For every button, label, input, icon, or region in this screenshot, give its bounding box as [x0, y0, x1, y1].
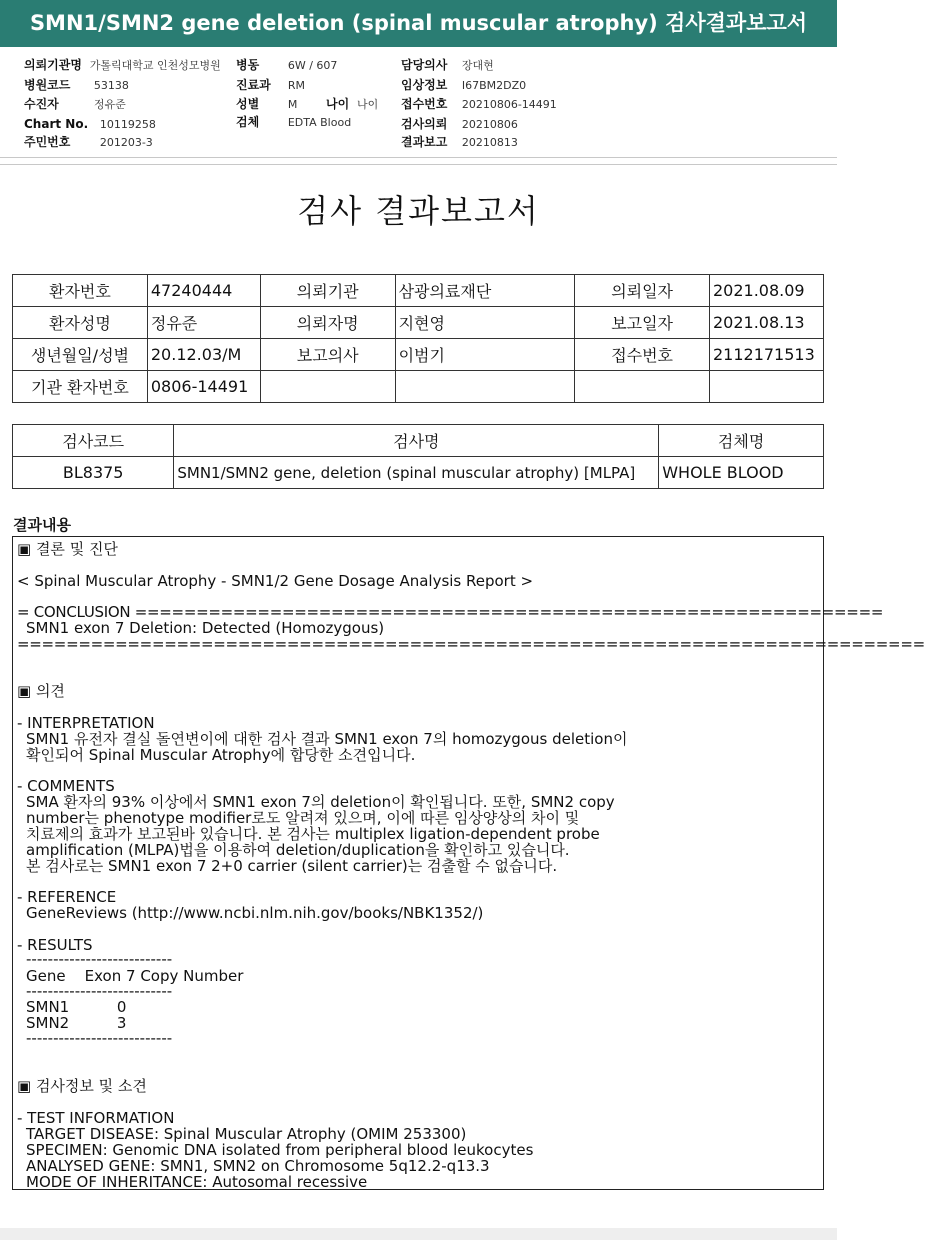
page-title: 검사 결과보고서: [297, 192, 540, 230]
table-header-cell: 검사명: [174, 425, 659, 457]
header-field-patient: 수진자 정유준: [24, 97, 126, 111]
table-cell: 2112171513: [709, 339, 823, 371]
table-cell: 생년월일/성별: [13, 339, 148, 371]
subsection-heading: - COMMENTS: [17, 777, 115, 795]
table-cell: SMN1/SMN2 gene, deletion (spinal muscular atrophy) [MLPA]: [174, 457, 659, 489]
table-cell: 20.12.03/M: [147, 339, 260, 371]
header-field-chart-no: Chart No. 10119258: [24, 117, 156, 131]
table-cell: 접수번호: [575, 339, 710, 371]
table-cell: 의뢰자명: [260, 307, 395, 339]
interpretation-line: SMN1 유전자 결실 돌연변이에 대한 검사 결과 SMN1 exon 7의 homozygous deletion이: [26, 730, 628, 748]
table-cell: [575, 371, 710, 403]
table-cell: 47240444: [147, 275, 260, 307]
header-field-hospital-code: 병원코드 53138: [24, 78, 129, 92]
table-cell: 지현영: [395, 307, 575, 339]
header-divider: [0, 157, 837, 158]
table-header-cell: 검사코드: [13, 425, 174, 457]
conclusion-divider: ==========================================================================: [17, 635, 925, 653]
header-field-ward: 병동 6W / 607: [236, 58, 338, 72]
subsection-heading: - INTERPRETATION: [17, 714, 155, 732]
header-field-clinical-info: 임상정보 I67BM2DZ0: [401, 78, 527, 92]
table-header-cell: 검체명: [659, 425, 824, 457]
patient-header: [0, 49, 837, 167]
test-info-line: MODE OF INHERITANCE: Autosomal recessive: [26, 1173, 368, 1191]
table-row: [13, 425, 824, 457]
result-content-box: [12, 536, 925, 1191]
header-field-institution: 의뢰기관명 가톨릭대학교 인천성모병원: [24, 58, 221, 72]
header-field-receipt-no: 접수번호 20210806-14491: [401, 97, 557, 111]
table-row: [13, 371, 824, 403]
header-divider: [0, 164, 837, 165]
table-cell: 0806-14491: [147, 371, 260, 403]
reference-line: GeneReviews (http://www.ncbi.nlm.nih.gov/books/NBK1352/): [26, 904, 484, 922]
table-cell: 의뢰기관: [260, 275, 395, 307]
results-divider: ---------------------------: [26, 1029, 173, 1047]
table-row: [13, 275, 824, 307]
conclusion-text: SMN1 exon 7 Deletion: Detected (Homozygous): [26, 619, 385, 637]
table-cell: 이범기: [395, 339, 575, 371]
page-bottom-strip: [0, 1228, 837, 1240]
comments-line: 본 검사로는 SMN1 exon 7 2+0 carrier (silent carrier)는 검출할 수 없습니다.: [26, 857, 558, 875]
section-heading: ▣ 검사정보 및 소견: [17, 1077, 147, 1095]
test-info-line: TARGET DISEASE: Spinal Muscular Atrophy (OMIM 253300): [26, 1125, 467, 1143]
subsection-heading: - REFERENCE: [17, 888, 117, 906]
table-cell: [260, 371, 395, 403]
header-field-doctor: 담당의사 장대현: [401, 58, 494, 72]
section-heading: ▣ 의견: [17, 682, 65, 700]
comments-line: SMA 환자의 93% 이상에서 SMN1 exon 7의 deletion이 확인됩니다. 또한, SMN2 copy: [26, 793, 615, 811]
table-cell: 환자번호: [13, 275, 148, 307]
header-field-age: 나이 나이: [326, 97, 379, 111]
table-cell: 환자성명: [13, 307, 148, 339]
interpretation-line: 확인되어 Spinal Muscular Atrophy에 합당한 소견입니다.: [26, 746, 416, 764]
report-title-bar: SMN1/SMN2 gene deletion (spinal muscular atrophy) 검사결과보고서: [0, 0, 837, 47]
results-divider: ---------------------------: [26, 982, 173, 1000]
results-header: Gene Exon 7 Copy Number: [26, 967, 244, 985]
report-heading: < Spinal Muscular Atrophy - SMN1/2 Gene Dosage Analysis Report >: [17, 572, 534, 590]
comments-line: number는 phenotype modifier로도 알려져 있으며, 이에 따른 임상양상의 차이 및: [26, 809, 580, 827]
section-heading: ▣ 결론 및 진단: [17, 540, 118, 558]
header-field-request-date: 검사의뢰 20210806: [401, 117, 518, 131]
subsection-heading: - RESULTS: [17, 936, 93, 954]
table-cell: 삼광의료재단: [395, 275, 575, 307]
results-row: SMN2 3: [26, 1014, 127, 1032]
conclusion-divider: = CONCLUSION =============================================================: [17, 603, 884, 621]
table-cell: 의뢰일자: [575, 275, 710, 307]
table-cell: [395, 371, 575, 403]
patient-info-table: [12, 274, 824, 403]
table-cell: 보고일자: [575, 307, 710, 339]
test-info-line: SPECIMEN: Genomic DNA isolated from peripheral blood leukocytes: [26, 1141, 534, 1159]
header-field-resident-no: 주민번호 201203-3: [24, 135, 153, 149]
table-cell: 2021.08.09: [709, 275, 823, 307]
comments-line: amplification (MLPA)법을 이용하여 deletion/duplication을 확인하고 있습니다.: [26, 841, 570, 859]
header-field-department: 진료과 RM: [236, 78, 305, 92]
test-info-table: [12, 424, 824, 489]
result-section-label: 결과내용: [13, 516, 71, 534]
table-row: [13, 457, 824, 489]
table-row: [13, 339, 824, 371]
results-row: SMN1 0: [26, 998, 127, 1016]
table-cell: 보고의사: [260, 339, 395, 371]
table-cell: BL8375: [13, 457, 174, 489]
test-info-line: ANALYSED GENE: SMN1, SMN2 on Chromosome 5q12.2-q13.3: [26, 1157, 490, 1175]
table-cell: 기관 환자번호: [13, 371, 148, 403]
table-cell: 2021.08.13: [709, 307, 823, 339]
table-cell: [709, 371, 823, 403]
table-cell: 정유준: [147, 307, 260, 339]
header-field-report-date: 결과보고 20210813: [401, 135, 518, 149]
subsection-heading: - TEST INFORMATION: [17, 1109, 175, 1127]
header-field-sex: 성별 M: [236, 97, 298, 111]
results-divider: ---------------------------: [26, 950, 173, 968]
comments-line: 치료제의 효과가 보고된바 있습니다. 본 검사는 multiplex ligation-dependent probe: [26, 825, 600, 843]
table-cell: WHOLE BLOOD: [659, 457, 824, 489]
header-field-specimen: 검체 EDTA Blood: [236, 115, 352, 129]
table-row: [13, 307, 824, 339]
